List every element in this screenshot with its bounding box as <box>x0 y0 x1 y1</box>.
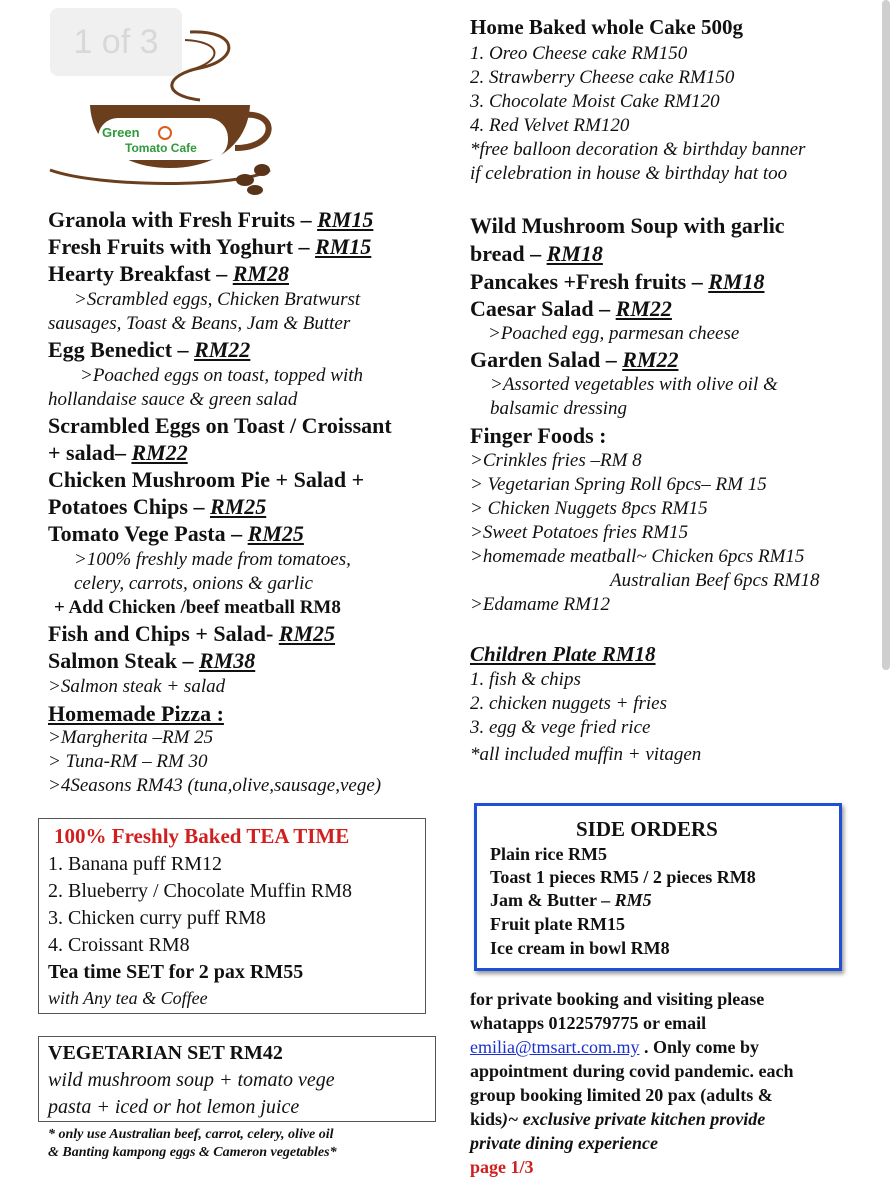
pizza-item: >Margherita –RM 25 <box>48 727 214 748</box>
chicken-pie-price: Potatoes Chips – RM25 <box>48 494 267 519</box>
email-link[interactable]: emilia@tmsart.com.my <box>470 1037 640 1057</box>
pasta-desc-2: celery, carrots, onions & garlic <box>74 573 313 594</box>
salmon-desc: >Salmon steak + salad <box>48 676 226 697</box>
menu-item-salmon: Salmon Steak – RM38 <box>48 648 256 673</box>
pasta-addon: + Add Chicken /beef meatball RM8 <box>54 597 341 618</box>
side-orders-title: SIDE ORDERS <box>576 817 718 841</box>
menu-item-granola: Granola with Fresh Fruits – RM15 <box>48 207 374 232</box>
finger-food-item: > Vegetarian Spring Roll 6pcs– RM 15 <box>470 474 767 495</box>
vegetarian-desc-1: wild mushroom soup + tomato vege <box>48 1069 335 1091</box>
finger-food-item: > Chicken Nuggets 8pcs RM15 <box>470 498 708 519</box>
cafe-logo <box>40 20 280 200</box>
garden-desc-2: balsamic dressing <box>490 398 628 419</box>
booking-line4: appointment during covid pandemic. each <box>470 1061 794 1081</box>
side-order-jam-butter: Jam & Butter – RM5 <box>490 890 652 910</box>
menu-item-scrambled-eggs: Scrambled Eggs on Toast / Croissant <box>48 413 392 438</box>
side-order-item: Ice cream in bowl RM8 <box>490 938 670 958</box>
footnote-line2: & Banting kampong eggs & Cameron vegetables* <box>48 1145 337 1160</box>
pizza-title: Homemade Pizza : <box>48 701 224 726</box>
menu-item-fish-chips: Fish and Chips + Salad- RM25 <box>48 621 336 646</box>
cake-item: 4. Red Velvet RM120 <box>470 115 630 136</box>
booking-line2: whatapps 0122579775 or email <box>470 1013 707 1033</box>
finger-foods-title: Finger Foods : <box>470 423 607 448</box>
benedict-desc-2: hollandaise sauce & green salad <box>48 389 298 410</box>
finger-food-edamame: >Edamame RM12 <box>470 594 610 615</box>
side-order-item: Fruit plate RM15 <box>490 914 625 934</box>
menu-item-caesar-salad: Caesar Salad – RM22 <box>470 296 672 321</box>
booking-line1: for private booking and visiting please <box>470 989 765 1009</box>
booking-line6: kids)~ exclusive private kitchen provide <box>470 1109 766 1129</box>
hearty-desc-1: >Scrambled eggs, Chicken Bratwurst <box>74 289 361 310</box>
children-note: *all included muffin + vitagen <box>470 744 702 765</box>
finger-food-item: >Crinkles fries –RM 8 <box>470 450 642 471</box>
menu-item-egg-benedict: Egg Benedict – RM22 <box>48 337 251 362</box>
cake-item: 1. Oreo Cheese cake RM150 <box>470 43 688 64</box>
cake-note-1: *free balloon decoration & birthday banner <box>470 139 806 160</box>
side-order-item: Toast 1 pieces RM5 / 2 pieces RM8 <box>490 867 756 887</box>
garden-desc-1: >Assorted vegetables with olive oil & <box>490 374 778 395</box>
finger-food-beef-meatball: Australian Beef 6pcs RM18 <box>610 570 820 591</box>
vegetarian-desc-2: pasta + iced or hot lemon juice <box>48 1096 300 1118</box>
menu-item-pancakes: Pancakes +Fresh fruits – RM18 <box>470 269 765 294</box>
tea-time-item: 3. Chicken curry puff RM8 <box>48 907 266 929</box>
tea-time-set-note: with Any tea & Coffee <box>48 988 208 1008</box>
hearty-desc-2: sausages, Toast & Beans, Jam & Butter <box>48 313 351 334</box>
cake-item: 3. Chocolate Moist Cake RM120 <box>470 91 720 112</box>
mushroom-soup-price: bread – RM18 <box>470 241 603 266</box>
finger-food-item: >Sweet Potatoes fries RM15 <box>470 522 689 543</box>
menu-item-garden-salad: Garden Salad – RM22 <box>470 347 679 372</box>
tea-time-item: 4. Croissant RM8 <box>48 934 190 956</box>
caesar-desc: >Poached egg, parmesan cheese <box>488 323 740 344</box>
tea-time-set: Tea time SET for 2 pax RM55 <box>48 961 304 983</box>
benedict-desc-1: >Poached eggs on toast, topped with <box>80 365 364 386</box>
menu-item-chicken-pie: Chicken Mushroom Pie + Salad + <box>48 467 365 492</box>
children-item: 3. egg & vege fried rice <box>470 717 651 738</box>
logo-text-line1: Green <box>102 125 140 140</box>
cake-title: Home Baked whole Cake 500g <box>470 15 743 39</box>
menu-item-fruits-yoghurt: Fresh Fruits with Yoghurt – RM15 <box>48 234 372 259</box>
footnote-line1: * only use Australian beef, carrot, celery, olive oil <box>48 1127 334 1142</box>
pizza-item: >4Seasons RM43 (tuna,olive,sausage,vege) <box>48 775 382 796</box>
finger-food-item: >homemade meatball~ Chicken 6pcs RM15 <box>470 546 805 567</box>
side-order-item: Plain rice RM5 <box>490 844 607 864</box>
pasta-desc-1: >100% freshly made from tomatoes, <box>74 549 351 570</box>
menu-item-hearty-breakfast: Hearty Breakfast – RM28 <box>48 261 289 286</box>
booking-line5: group booking limited 20 pax (adults & <box>470 1085 773 1105</box>
scrambled-eggs-price: + salad– RM22 <box>48 440 188 465</box>
tea-time-title: 100% Freshly Baked TEA TIME <box>54 824 350 848</box>
booking-line7: private dining experience <box>470 1133 658 1153</box>
menu-item-tomato-pasta: Tomato Vege Pasta – RM25 <box>48 521 304 546</box>
tea-time-item: 1. Banana puff RM12 <box>48 853 223 875</box>
vertical-scrollbar[interactable] <box>882 0 890 670</box>
menu-item-mushroom-soup: Wild Mushroom Soup with garlic <box>470 213 785 238</box>
logo-text-line2: Tomato Cafe <box>125 141 197 155</box>
children-plate-title: Children Plate RM18 <box>470 642 656 666</box>
booking-line3: emilia@tmsart.com.my . Only come by <box>470 1037 760 1057</box>
page-indicator-badge: 1 of 3 <box>50 8 182 76</box>
children-item: 2. chicken nuggets + fries <box>470 693 667 714</box>
pizza-item: > Tuna-RM – RM 30 <box>48 751 208 772</box>
tea-time-item: 2. Blueberry / Chocolate Muffin RM8 <box>48 880 353 902</box>
cake-note-2: if celebration in house & birthday hat too <box>470 163 788 184</box>
page-number: page 1/3 <box>470 1157 534 1177</box>
cake-item: 2. Strawberry Cheese cake RM150 <box>470 67 735 88</box>
children-item: 1. fish & chips <box>470 669 581 690</box>
vegetarian-title: VEGETARIAN SET RM42 <box>48 1042 283 1064</box>
